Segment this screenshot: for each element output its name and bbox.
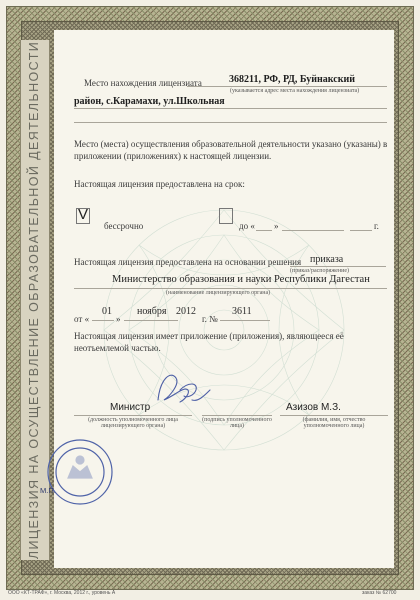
position-hint: (должность уполномоченного лица лицензирующего органа) [88,417,178,429]
until-year-line [350,230,372,231]
basis-day-line [92,320,114,321]
places-note: Место (места) осуществления образовательной деятельности указано (указаны) в приложении (приложениях) к настоящей лицензии. [74,139,388,161]
name-hint: (фамилия, имя, отчество уполномоченного лица) [302,417,366,429]
location-hint: (указывается адрес места нахождения лицензиата) [230,88,360,94]
side-title: ЛИЦЕНЗИЯ НА ОСУЩЕСТВЛЕНИЕ ОБРАЗОВАТЕЛЬНОЙ ДЕЯТЕЛЬНОСТИ [27,40,42,560]
basis-authority: Министерство образования и науки Республики Дагестан [112,274,370,285]
basis-year: 2012 [176,306,196,317]
basis-month: ноября [137,306,167,317]
location-line-1 [187,86,387,87]
side-title-box [20,40,48,560]
footer-printer: ООО «КТ-ТРАФ», г. Москва, 2012 г., уровень А [8,590,116,596]
location-line-3 [74,122,387,123]
location-label: Место нахождения лицензиата [84,78,202,88]
basis-month-line [124,320,178,321]
indefinite-label: бессрочно [104,221,144,231]
location-value-1: 368211, РФ, РД, Буйнакский [229,74,356,85]
basis-number-line [220,320,270,321]
basis-label: Настоящая лицензия предоставлена на основании решения [74,257,302,267]
check-mark: V [78,206,89,223]
print-footer [0,588,420,600]
signer-position: Министр [110,402,151,413]
location-line-2 [74,108,387,109]
basis-year-suffix: г. № [202,314,218,324]
footer-order: заказ № 62700 [362,590,397,596]
term-label: Настоящая лицензия предоставлена на срок: [74,179,245,189]
signature-hint: (подпись уполномоченного лица) [202,417,272,429]
until-day-line [256,230,272,231]
basis-doc-line [290,266,386,267]
official-stamp [40,438,114,506]
basis-authority-line [74,288,387,289]
until-close: » [274,221,279,231]
appendix-note: Настоящая лицензия имеет приложение (приложения), являющееся её неотъемлемой частью. [74,331,344,353]
until-label: до « [239,221,255,231]
stamp-label: М.П. [40,486,56,495]
until-checkbox [219,208,233,224]
location-value-2: район, с.Карамахи, ул.Школьная [74,96,225,107]
basis-day-close: » [116,314,121,324]
basis-from-label: от « [74,314,90,324]
basis-doc-hint: (приказ/распоряжение) [290,268,350,274]
basis-authority-hint: (наименование лицензирующего органа) [166,290,271,296]
basis-day: 01 [102,306,112,317]
signer-name: Азизов М.З. [286,402,341,413]
handwritten-signature [140,360,230,420]
name-line [280,415,388,416]
indefinite-checkbox [76,208,90,224]
until-year-suffix: г. [374,221,379,231]
basis-number: 3611 [232,306,252,317]
basis-doc-type: приказа [310,254,344,265]
until-month-line [282,230,344,231]
